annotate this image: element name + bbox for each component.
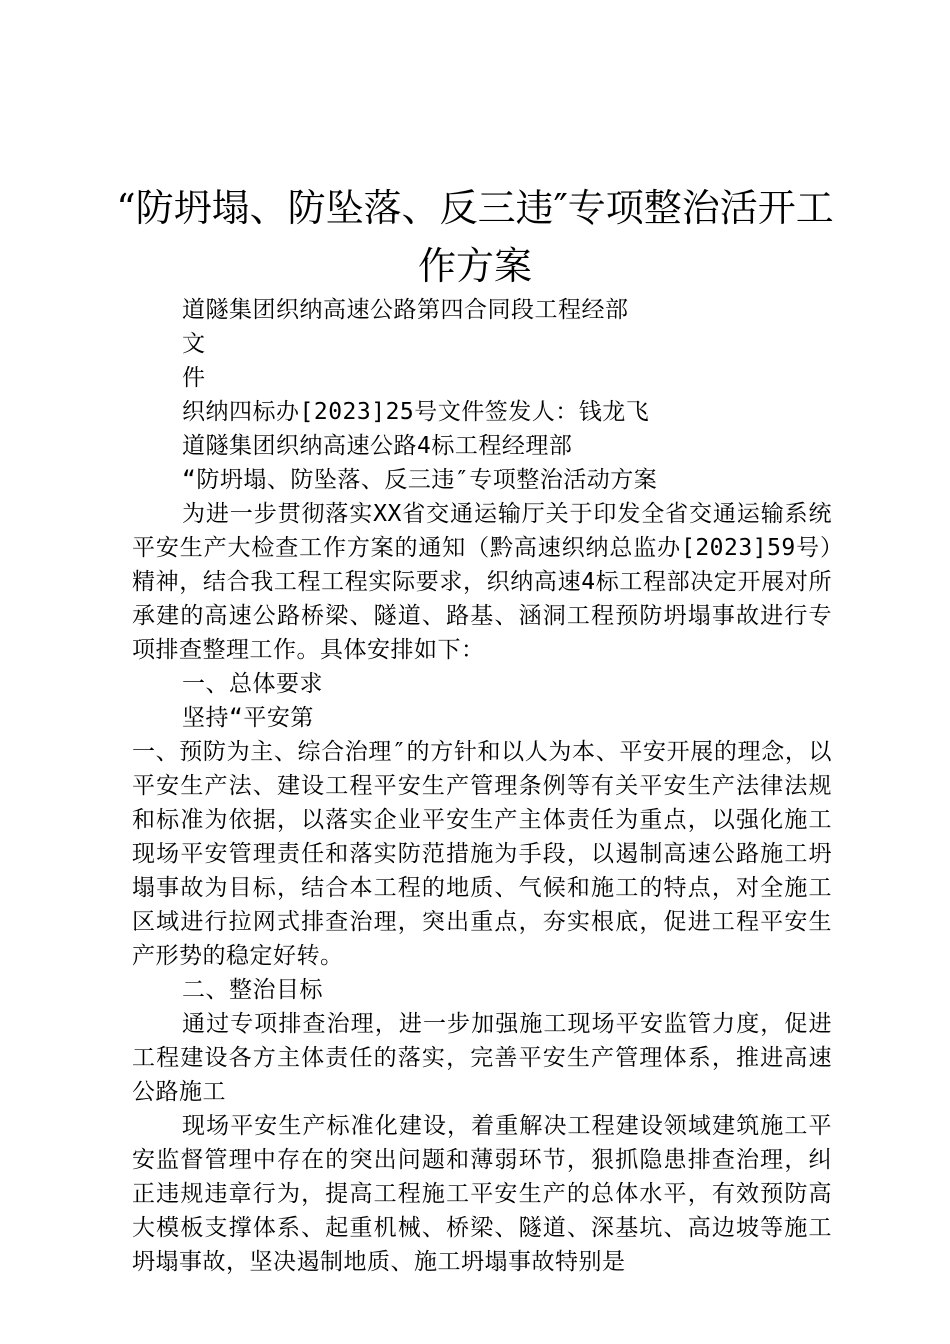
goals-paragraph-2: 现场平安生产标准化建设，着重解决工程建设领域建筑施工平安监督管理中存在的突出问题和薄弱环节，狠抓隐患排查治理，纠正违规违章行为，提高工程施工平安生产的总体水平，有效预防高大模板支撑体系、起重机械、桥梁、隧道、深基坑、高边坡等施工坍塌事故，坚决遏制地质、施工坍塌事故特别是 [132,1113,832,1275]
doc-type-char-2: 件 [182,365,206,391]
document-body [132,293,832,1279]
principle-fragment: 坚持“平安第 [182,705,314,731]
department-line: 道隧集团织纳高速公路4标工程经理部 [182,433,573,459]
section-heading-2: 二、整治目标 [182,977,323,1003]
plan-subtitle: “防坍塌、防坠落、反三违″专项整治活动方案 [182,467,658,493]
requirements-paragraph: 一、预防为主、综合治理″的方针和以人为本、平安开展的理念，以平安生产法、建设工程平安生产管理条例等有关平安生产法律法规和标准为依据，以落实企业平安生产主体责任为重点，以强化施工现场平安管理责任和落实防范措施为手段，以遏制高速公路施工坍塌事故为目标，结合本工程的地质、气候和施工的特点，对全施工区域进行拉网式排查治理，突出重点，夯实根底，促进工程平安生产形势的稳定好转。 [132,739,832,969]
issuer-line: 道隧集团织纳高速公路第四合同段工程经部 [182,297,629,323]
document-title-line-2: 作方案 [417,244,532,288]
goals-paragraph-1: 通过专项排查治理，进一步加强施工现场平安监管力度，促进工程建设各方主体责任的落实，完善平安生产管理体系，推进高速公路施工 [132,1011,832,1105]
doc-number-signer: 织纳四标办[2023]25号文件签发人：钱龙飞 [182,399,650,425]
section-heading-1: 一、总体要求 [182,671,323,697]
doc-type-char-1: 文 [182,331,206,357]
document-title-line-1: “防坍塌、防坠落、反三违″专项整治活开工 [116,186,834,230]
intro-paragraph: 为进一步贯彻落实XX省交通运输厅关于印发全省交通运输系统平安生产大检查工作方案的通知（黔高速织纳总监办[2023]59号）精神，结合我工程工程实际要求，织纳高速4标工程部决定开展对所承建的高速公路桥梁、隧道、路基、涵洞工程预防坍塌事故进行专项排查整理工作。具体安排如下： [132,501,832,663]
